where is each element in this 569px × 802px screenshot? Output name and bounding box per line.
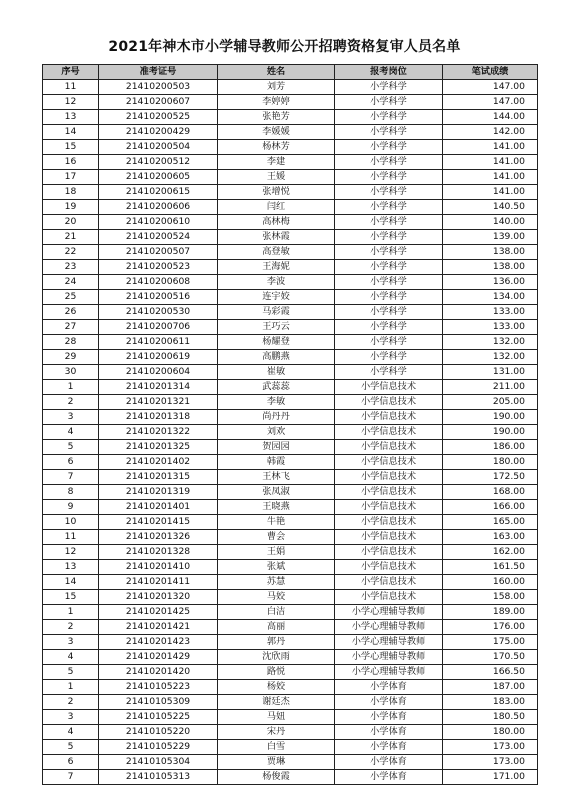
cell-exam-id: 21410200429 bbox=[99, 125, 218, 140]
cell-seq: 2 bbox=[43, 620, 99, 635]
page-title: 2021年神木市小学辅导教师公开招聘资格复审人员名单 bbox=[108, 39, 461, 55]
cell-exam-id: 21410200516 bbox=[99, 290, 218, 305]
cell-name: 尚丹丹 bbox=[218, 410, 335, 425]
cell-position: 小学心理辅导教师 bbox=[335, 665, 443, 680]
cell-name: 张林霞 bbox=[218, 230, 335, 245]
cell-exam-id: 21410200615 bbox=[99, 185, 218, 200]
cell-seq: 1 bbox=[43, 380, 99, 395]
table-row bbox=[43, 305, 538, 320]
cell-exam-id: 21410201325 bbox=[99, 440, 218, 455]
cell-name: 张艳芳 bbox=[218, 110, 335, 125]
table-row bbox=[43, 695, 538, 710]
cell-seq: 18 bbox=[43, 185, 99, 200]
cell-exam-id: 21410201420 bbox=[99, 665, 218, 680]
cell-position: 小学心理辅导教师 bbox=[335, 635, 443, 650]
table-row bbox=[43, 320, 538, 335]
cell-position: 小学体育 bbox=[335, 680, 443, 695]
cell-name: 张凤淑 bbox=[218, 485, 335, 500]
cell-exam-id: 21410201421 bbox=[99, 620, 218, 635]
cell-score: 140.50 bbox=[443, 200, 538, 215]
cell-name: 杨耀登 bbox=[218, 335, 335, 350]
cell-exam-id: 21410105309 bbox=[99, 695, 218, 710]
cell-name: 沈欣雨 bbox=[218, 650, 335, 665]
cell-exam-id: 21410201321 bbox=[99, 395, 218, 410]
table-row bbox=[43, 110, 538, 125]
cell-position: 小学体育 bbox=[335, 740, 443, 755]
cell-score: 134.00 bbox=[443, 290, 538, 305]
cell-seq: 8 bbox=[43, 485, 99, 500]
cell-position: 小学科学 bbox=[335, 290, 443, 305]
table-row bbox=[43, 95, 538, 110]
cell-position: 小学信息技术 bbox=[335, 530, 443, 545]
cell-seq: 11 bbox=[43, 80, 99, 95]
cell-score: 141.00 bbox=[443, 185, 538, 200]
cell-name: 杨俊霞 bbox=[218, 770, 335, 785]
cell-position: 小学科学 bbox=[335, 335, 443, 350]
cell-name: 王巧云 bbox=[218, 320, 335, 335]
cell-position: 小学心理辅导教师 bbox=[335, 650, 443, 665]
cell-exam-id: 21410201415 bbox=[99, 515, 218, 530]
cell-score: 175.00 bbox=[443, 635, 538, 650]
table-row bbox=[43, 665, 538, 680]
cell-exam-id: 21410200706 bbox=[99, 320, 218, 335]
table-row bbox=[43, 350, 538, 365]
cell-exam-id: 21410200608 bbox=[99, 275, 218, 290]
cell-seq: 16 bbox=[43, 155, 99, 170]
cell-seq: 10 bbox=[43, 515, 99, 530]
cell-name: 马妞 bbox=[218, 710, 335, 725]
cell-score: 140.00 bbox=[443, 215, 538, 230]
table-row bbox=[43, 230, 538, 245]
table-header-row bbox=[43, 65, 538, 80]
cell-seq: 15 bbox=[43, 590, 99, 605]
table-row bbox=[43, 740, 538, 755]
cell-name: 路悦 bbox=[218, 665, 335, 680]
cell-position: 小学体育 bbox=[335, 710, 443, 725]
cell-exam-id: 21410200504 bbox=[99, 140, 218, 155]
cell-score: 211.00 bbox=[443, 380, 538, 395]
cell-score: 141.00 bbox=[443, 170, 538, 185]
cell-seq: 22 bbox=[43, 245, 99, 260]
cell-position: 小学信息技术 bbox=[335, 485, 443, 500]
cell-exam-id: 21410200611 bbox=[99, 335, 218, 350]
cell-exam-id: 21410201425 bbox=[99, 605, 218, 620]
cell-position: 小学科学 bbox=[335, 350, 443, 365]
cell-name: 王娟 bbox=[218, 545, 335, 560]
table-row bbox=[43, 140, 538, 155]
cell-position: 小学信息技术 bbox=[335, 425, 443, 440]
cell-exam-id: 21410200530 bbox=[99, 305, 218, 320]
cell-seq: 14 bbox=[43, 125, 99, 140]
table-row bbox=[43, 425, 538, 440]
table-row bbox=[43, 80, 538, 95]
cell-exam-id: 21410105223 bbox=[99, 680, 218, 695]
table-row bbox=[43, 170, 538, 185]
cell-name: 宋丹 bbox=[218, 725, 335, 740]
cell-exam-id: 21410201318 bbox=[99, 410, 218, 425]
cell-score: 173.00 bbox=[443, 755, 538, 770]
cell-seq: 19 bbox=[43, 200, 99, 215]
cell-name: 白雪 bbox=[218, 740, 335, 755]
cell-score: 141.00 bbox=[443, 155, 538, 170]
cell-name: 王林飞 bbox=[218, 470, 335, 485]
header-score: 笔试成绩 bbox=[443, 65, 538, 80]
cell-exam-id: 21410200605 bbox=[99, 170, 218, 185]
cell-score: 180.50 bbox=[443, 710, 538, 725]
cell-position: 小学科学 bbox=[335, 80, 443, 95]
cell-seq: 12 bbox=[43, 545, 99, 560]
cell-seq: 24 bbox=[43, 275, 99, 290]
cell-score: 147.00 bbox=[443, 95, 538, 110]
cell-seq: 7 bbox=[43, 470, 99, 485]
cell-name: 闫红 bbox=[218, 200, 335, 215]
table-row bbox=[43, 185, 538, 200]
table-row bbox=[43, 290, 538, 305]
cell-name: 郭丹 bbox=[218, 635, 335, 650]
cell-name: 李建 bbox=[218, 155, 335, 170]
cell-name: 谢廷杰 bbox=[218, 695, 335, 710]
cell-position: 小学科学 bbox=[335, 305, 443, 320]
cell-position: 小学信息技术 bbox=[335, 515, 443, 530]
cell-position: 小学科学 bbox=[335, 215, 443, 230]
cell-seq: 3 bbox=[43, 635, 99, 650]
cell-position: 小学信息技术 bbox=[335, 455, 443, 470]
cell-seq: 5 bbox=[43, 740, 99, 755]
cell-exam-id: 21410105229 bbox=[99, 740, 218, 755]
cell-seq: 20 bbox=[43, 215, 99, 230]
header-position: 报考岗位 bbox=[335, 65, 443, 80]
cell-name: 马彩霞 bbox=[218, 305, 335, 320]
table-row bbox=[43, 755, 538, 770]
cell-score: 180.00 bbox=[443, 455, 538, 470]
cell-seq: 27 bbox=[43, 320, 99, 335]
cell-exam-id: 21410201315 bbox=[99, 470, 218, 485]
cell-name: 马姣 bbox=[218, 590, 335, 605]
cell-name: 杨姣 bbox=[218, 680, 335, 695]
cell-name: 王媛 bbox=[218, 170, 335, 185]
cell-seq: 2 bbox=[43, 695, 99, 710]
cell-name: 贾琳 bbox=[218, 755, 335, 770]
cell-exam-id: 21410201411 bbox=[99, 575, 218, 590]
cell-exam-id: 21410201319 bbox=[99, 485, 218, 500]
cell-score: 187.00 bbox=[443, 680, 538, 695]
table-row bbox=[43, 560, 538, 575]
cell-position: 小学信息技术 bbox=[335, 395, 443, 410]
cell-score: 163.00 bbox=[443, 530, 538, 545]
table-row bbox=[43, 455, 538, 470]
cell-position: 小学科学 bbox=[335, 200, 443, 215]
cell-exam-id: 21410201429 bbox=[99, 650, 218, 665]
cell-score: 144.00 bbox=[443, 110, 538, 125]
header-name: 姓名 bbox=[218, 65, 335, 80]
cell-seq: 28 bbox=[43, 335, 99, 350]
cell-score: 131.00 bbox=[443, 365, 538, 380]
cell-position: 小学科学 bbox=[335, 230, 443, 245]
table-row bbox=[43, 380, 538, 395]
cell-position: 小学信息技术 bbox=[335, 380, 443, 395]
table-row bbox=[43, 410, 538, 425]
cell-score: 160.00 bbox=[443, 575, 538, 590]
cell-exam-id: 21410200523 bbox=[99, 260, 218, 275]
cell-position: 小学科学 bbox=[335, 260, 443, 275]
cell-position: 小学信息技术 bbox=[335, 440, 443, 455]
table-row bbox=[43, 725, 538, 740]
cell-score: 168.00 bbox=[443, 485, 538, 500]
cell-exam-id: 21410200619 bbox=[99, 350, 218, 365]
cell-score: 136.00 bbox=[443, 275, 538, 290]
cell-exam-id: 21410201320 bbox=[99, 590, 218, 605]
cell-exam-id: 21410200507 bbox=[99, 245, 218, 260]
table-row bbox=[43, 680, 538, 695]
cell-name: 李波 bbox=[218, 275, 335, 290]
cell-score: 176.00 bbox=[443, 620, 538, 635]
cell-exam-id: 21410105225 bbox=[99, 710, 218, 725]
cell-exam-id: 21410200525 bbox=[99, 110, 218, 125]
cell-exam-id: 21410201402 bbox=[99, 455, 218, 470]
cell-exam-id: 21410200607 bbox=[99, 95, 218, 110]
cell-seq: 25 bbox=[43, 290, 99, 305]
cell-name: 李敏 bbox=[218, 395, 335, 410]
cell-seq: 21 bbox=[43, 230, 99, 245]
cell-seq: 4 bbox=[43, 425, 99, 440]
cell-position: 小学信息技术 bbox=[335, 410, 443, 425]
cell-score: 161.50 bbox=[443, 560, 538, 575]
cell-exam-id: 21410105313 bbox=[99, 770, 218, 785]
cell-position: 小学科学 bbox=[335, 170, 443, 185]
header-exam-id: 准考证号 bbox=[99, 65, 218, 80]
cell-position: 小学体育 bbox=[335, 695, 443, 710]
cell-position: 小学体育 bbox=[335, 755, 443, 770]
cell-position: 小学体育 bbox=[335, 725, 443, 740]
cell-position: 小学科学 bbox=[335, 155, 443, 170]
cell-score: 173.00 bbox=[443, 740, 538, 755]
cell-score: 180.00 bbox=[443, 725, 538, 740]
cell-seq: 3 bbox=[43, 710, 99, 725]
cell-score: 147.00 bbox=[443, 80, 538, 95]
cell-seq: 29 bbox=[43, 350, 99, 365]
cell-exam-id: 21410105304 bbox=[99, 755, 218, 770]
cell-seq: 5 bbox=[43, 440, 99, 455]
cell-name: 张斌 bbox=[218, 560, 335, 575]
cell-seq: 5 bbox=[43, 665, 99, 680]
cell-position: 小学科学 bbox=[335, 140, 443, 155]
table-row bbox=[43, 215, 538, 230]
cell-seq: 7 bbox=[43, 770, 99, 785]
table-row bbox=[43, 500, 538, 515]
cell-position: 小学科学 bbox=[335, 365, 443, 380]
cell-name: 崔敏 bbox=[218, 365, 335, 380]
cell-seq: 3 bbox=[43, 410, 99, 425]
cell-seq: 1 bbox=[43, 605, 99, 620]
table-row bbox=[43, 260, 538, 275]
cell-seq: 17 bbox=[43, 170, 99, 185]
cell-position: 小学信息技术 bbox=[335, 545, 443, 560]
table-row bbox=[43, 245, 538, 260]
cell-seq: 14 bbox=[43, 575, 99, 590]
cell-exam-id: 21410200606 bbox=[99, 200, 218, 215]
cell-score: 138.00 bbox=[443, 245, 538, 260]
table-row bbox=[43, 155, 538, 170]
cell-score: 132.00 bbox=[443, 350, 538, 365]
cell-exam-id: 21410201322 bbox=[99, 425, 218, 440]
cell-name: 连宇姣 bbox=[218, 290, 335, 305]
table-body bbox=[43, 80, 538, 785]
cell-position: 小学体育 bbox=[335, 770, 443, 785]
cell-exam-id: 21410201314 bbox=[99, 380, 218, 395]
cell-position: 小学科学 bbox=[335, 110, 443, 125]
cell-name: 李媛媛 bbox=[218, 125, 335, 140]
cell-position: 小学科学 bbox=[335, 245, 443, 260]
cell-seq: 2 bbox=[43, 395, 99, 410]
cell-name: 李婷婷 bbox=[218, 95, 335, 110]
cell-score: 186.00 bbox=[443, 440, 538, 455]
cell-name: 白洁 bbox=[218, 605, 335, 620]
cell-name: 武蕊蕊 bbox=[218, 380, 335, 395]
cell-position: 小学信息技术 bbox=[335, 575, 443, 590]
table-row bbox=[43, 575, 538, 590]
cell-position: 小学心理辅导教师 bbox=[335, 620, 443, 635]
cell-seq: 6 bbox=[43, 755, 99, 770]
table-row bbox=[43, 515, 538, 530]
table-row bbox=[43, 770, 538, 785]
table-row bbox=[43, 530, 538, 545]
cell-name: 贺园园 bbox=[218, 440, 335, 455]
cell-score: 189.00 bbox=[443, 605, 538, 620]
cell-exam-id: 21410201401 bbox=[99, 500, 218, 515]
cell-position: 小学科学 bbox=[335, 320, 443, 335]
table-row bbox=[43, 635, 538, 650]
cell-name: 刘欢 bbox=[218, 425, 335, 440]
cell-position: 小学信息技术 bbox=[335, 560, 443, 575]
cell-exam-id: 21410200604 bbox=[99, 365, 218, 380]
table-row bbox=[43, 710, 538, 725]
cell-seq: 4 bbox=[43, 725, 99, 740]
cell-score: 166.50 bbox=[443, 665, 538, 680]
cell-exam-id: 21410200524 bbox=[99, 230, 218, 245]
cell-position: 小学科学 bbox=[335, 185, 443, 200]
cell-score: 172.50 bbox=[443, 470, 538, 485]
cell-exam-id: 21410201423 bbox=[99, 635, 218, 650]
cell-seq: 23 bbox=[43, 260, 99, 275]
cell-name: 王海妮 bbox=[218, 260, 335, 275]
table-row bbox=[43, 395, 538, 410]
cell-name: 韩霞 bbox=[218, 455, 335, 470]
cell-name: 苏慧 bbox=[218, 575, 335, 590]
cell-score: 166.00 bbox=[443, 500, 538, 515]
cell-seq: 4 bbox=[43, 650, 99, 665]
cell-position: 小学信息技术 bbox=[335, 470, 443, 485]
cell-name: 高林梅 bbox=[218, 215, 335, 230]
cell-position: 小学科学 bbox=[335, 95, 443, 110]
cell-name: 刘芳 bbox=[218, 80, 335, 95]
cell-name: 张增悦 bbox=[218, 185, 335, 200]
cell-seq: 11 bbox=[43, 530, 99, 545]
cell-score: 133.00 bbox=[443, 320, 538, 335]
cell-name: 牛艳 bbox=[218, 515, 335, 530]
cell-score: 132.00 bbox=[443, 335, 538, 350]
table-row bbox=[43, 440, 538, 455]
cell-exam-id: 21410200503 bbox=[99, 80, 218, 95]
cell-seq: 30 bbox=[43, 365, 99, 380]
cell-score: 171.00 bbox=[443, 770, 538, 785]
cell-name: 高鹏燕 bbox=[218, 350, 335, 365]
cell-score: 162.00 bbox=[443, 545, 538, 560]
cell-score: 165.00 bbox=[443, 515, 538, 530]
cell-position: 小学心理辅导教师 bbox=[335, 605, 443, 620]
cell-score: 170.50 bbox=[443, 650, 538, 665]
table-row bbox=[43, 275, 538, 290]
table-row bbox=[43, 545, 538, 560]
cell-score: 133.00 bbox=[443, 305, 538, 320]
cell-exam-id: 21410201326 bbox=[99, 530, 218, 545]
cell-exam-id: 21410200512 bbox=[99, 155, 218, 170]
cell-seq: 13 bbox=[43, 110, 99, 125]
table-row bbox=[43, 125, 538, 140]
table-row bbox=[43, 620, 538, 635]
table-row bbox=[43, 485, 538, 500]
table-row bbox=[43, 590, 538, 605]
cell-name: 曹会 bbox=[218, 530, 335, 545]
cell-position: 小学信息技术 bbox=[335, 590, 443, 605]
cell-score: 190.00 bbox=[443, 410, 538, 425]
cell-name: 高丽 bbox=[218, 620, 335, 635]
cell-name: 杨林芳 bbox=[218, 140, 335, 155]
table-row bbox=[43, 470, 538, 485]
table-row bbox=[43, 650, 538, 665]
cell-score: 190.00 bbox=[443, 425, 538, 440]
cell-exam-id: 21410201328 bbox=[99, 545, 218, 560]
table-row bbox=[43, 200, 538, 215]
cell-score: 183.00 bbox=[443, 695, 538, 710]
cell-seq: 12 bbox=[43, 95, 99, 110]
cell-name: 王晓燕 bbox=[218, 500, 335, 515]
header-seq: 序号 bbox=[43, 65, 99, 80]
cell-seq: 15 bbox=[43, 140, 99, 155]
candidate-table bbox=[42, 64, 538, 785]
cell-score: 205.00 bbox=[443, 395, 538, 410]
cell-score: 142.00 bbox=[443, 125, 538, 140]
cell-seq: 26 bbox=[43, 305, 99, 320]
table-row bbox=[43, 605, 538, 620]
cell-exam-id: 21410200610 bbox=[99, 215, 218, 230]
table-row bbox=[43, 365, 538, 380]
cell-score: 138.00 bbox=[443, 260, 538, 275]
cell-seq: 1 bbox=[43, 680, 99, 695]
cell-seq: 6 bbox=[43, 455, 99, 470]
table-row bbox=[43, 335, 538, 350]
cell-exam-id: 21410105220 bbox=[99, 725, 218, 740]
cell-exam-id: 21410201410 bbox=[99, 560, 218, 575]
cell-seq: 9 bbox=[43, 500, 99, 515]
cell-score: 158.00 bbox=[443, 590, 538, 605]
cell-position: 小学科学 bbox=[335, 125, 443, 140]
cell-score: 139.00 bbox=[443, 230, 538, 245]
cell-name: 高登敏 bbox=[218, 245, 335, 260]
cell-seq: 13 bbox=[43, 560, 99, 575]
cell-position: 小学科学 bbox=[335, 275, 443, 290]
cell-score: 141.00 bbox=[443, 140, 538, 155]
cell-position: 小学信息技术 bbox=[335, 500, 443, 515]
